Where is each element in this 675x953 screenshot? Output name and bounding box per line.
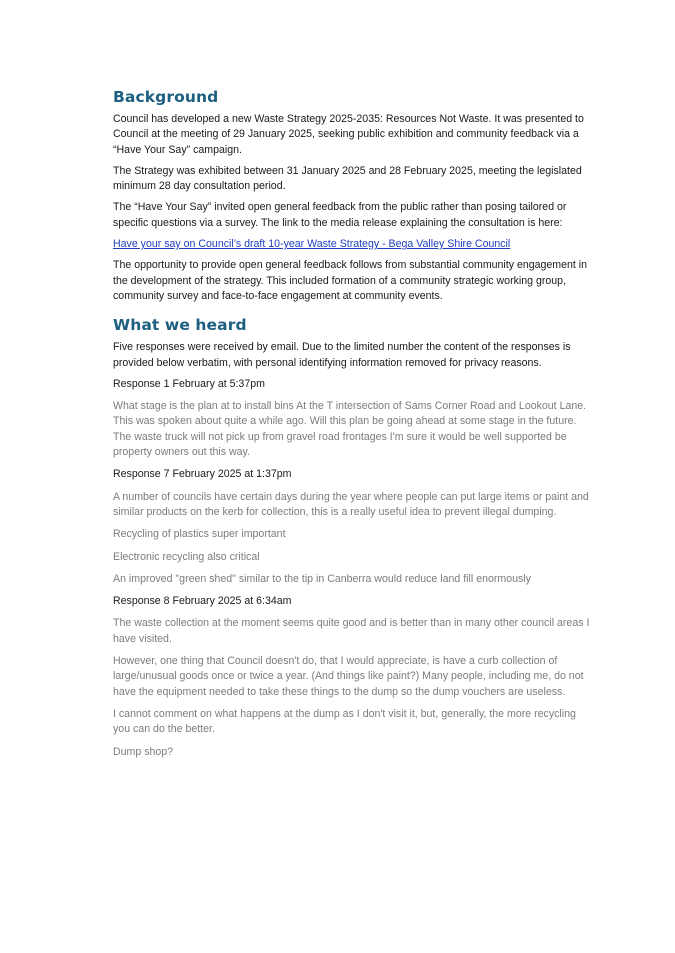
background-heading: Background — [113, 88, 219, 106]
response-1 — [113, 377, 593, 460]
response-3-text-1: The waste collection at the moment seems quite good and is better than in many other council areas I have visited. — [113, 617, 590, 645]
response-2-text-1: A number of councils have certain days during the year where people can put large items or paint and similar products on the kerb for collection, this is a really useful idea to prevent illegal dumping. — [113, 490, 589, 518]
media-release-link[interactable]: Have your say on Council’s draft 10-year Waste Strategy - Bega Valley Shire Council — [113, 238, 511, 251]
background-paragraph-3: The “Have Your Say” invited open general feedback from the public rather than posing tailored or specific questions via a survey. The link to the media release explaining the consultation is here: — [113, 201, 567, 229]
response-3 — [113, 594, 593, 760]
document-page — [113, 88, 593, 767]
background-paragraph-1: Council has developed a new Waste Strategy 2025-2035: Resources Not Waste. It was presented to Council at the meeting of 29 January 2025, seeking public exhibition and community feedback via a “Have Your Say” campaign. — [113, 113, 584, 156]
response-1-text-1: What stage is the plan at to install bins At the T intersection of Sams Corner Road and Lookout Lane. This was spoken about quite a while ago. Will this plan be going ahead at some stage in the future. The waste truck will not pick up from gravel road frontages I'm sure it would be well supported be property owners out this way. — [113, 400, 587, 459]
response-3-text-3: I cannot comment on what happens at the dump as I don't visit it, but, generally, the more recycling you can do the better. — [113, 707, 576, 736]
background-closing-paragraph: The opportunity to provide open general feedback follows from substantial community engagement in the development of the strategy. This included formation of a community strategic working group, community survey and face-to-face engagement at community events. — [113, 259, 588, 302]
response-2 — [113, 467, 593, 587]
background-section — [113, 88, 593, 304]
response-2-title: Response 7 February 2025 at 1:37pm — [113, 468, 292, 481]
response-3-text-4: Dump shop? — [113, 745, 174, 758]
what-we-heard-intro: Five responses were received by email. Due to the limited number the content of the responses is provided below verbatim, with personal identifying information removed for privacy reasons. — [113, 341, 571, 369]
response-3-title: Response 8 February 2025 at 6:34am — [113, 595, 292, 608]
what-we-heard-section — [113, 316, 593, 760]
response-1-title: Response 1 February at 5:37pm — [113, 377, 265, 390]
response-2-text-4: An improved "green shed" similar to the tip in Canberra would reduce land fill enormously — [113, 572, 531, 585]
link-paragraph — [113, 237, 593, 252]
what-we-heard-heading: What we heard — [113, 316, 247, 335]
response-2-text-2: Recycling of plastics super important — [113, 528, 286, 541]
background-paragraph-2: The Strategy was exhibited between 31 January 2025 and 28 February 2025, meeting the legislated minimum 28 day consultation period. — [113, 164, 582, 193]
response-2-text-3: Electronic recycling also critical — [113, 550, 260, 563]
response-3-text-2: However, one thing that Council doesn't do, that I would appreciate, is have a curb collection of large/unusual goods once or twice a year. (And things like paint?) Many people, including me, do not have the equipment needed to take these things to the dump so the dump vouchers are useless. — [113, 655, 584, 698]
